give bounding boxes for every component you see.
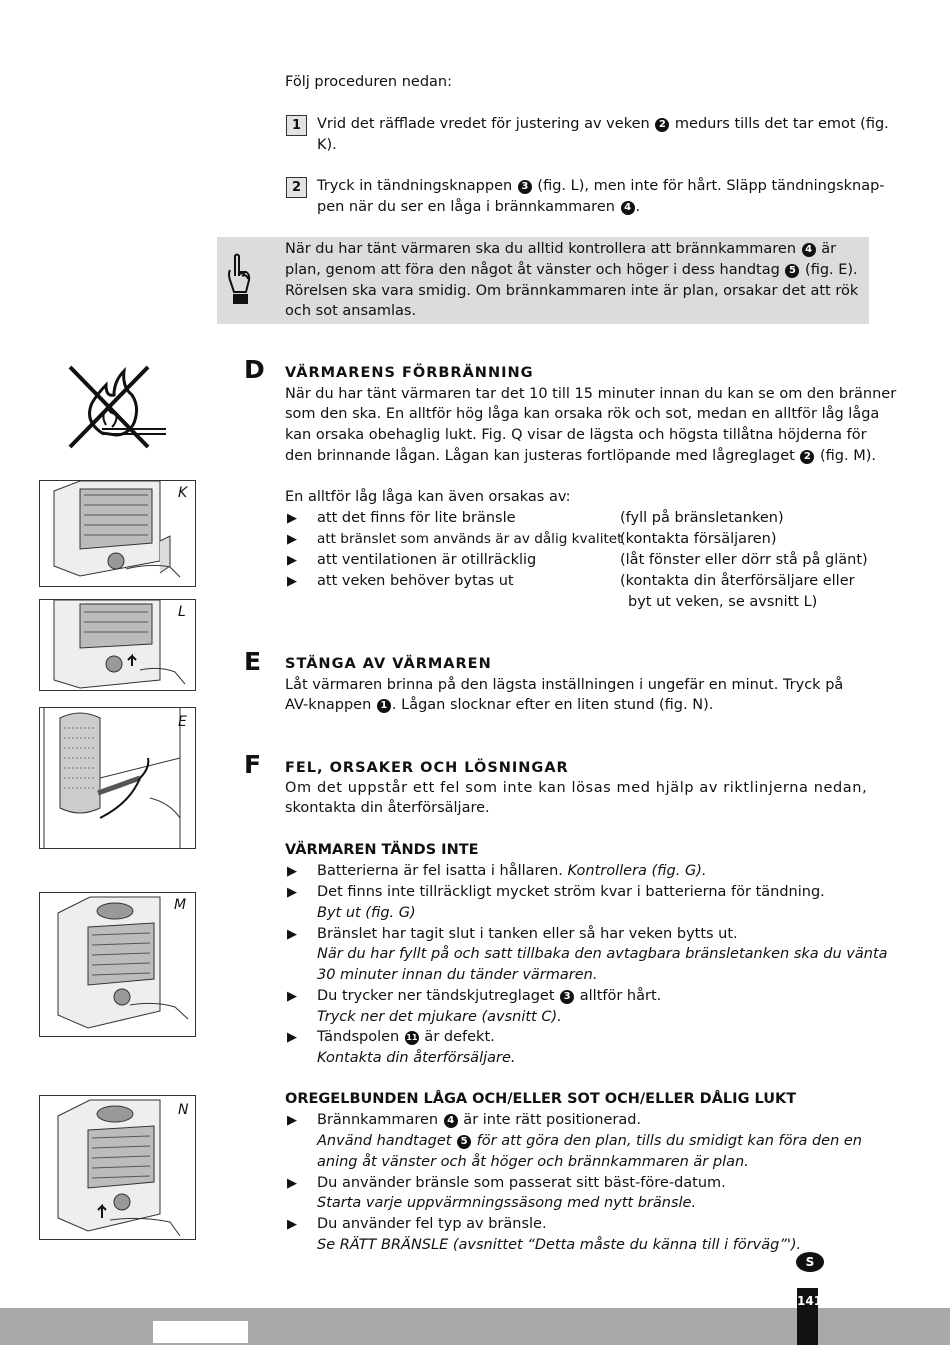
cause-4: att veken behöver bytas ut [317, 573, 514, 589]
remedy-3: (låt fönster eller dörr stå på glänt) [620, 552, 868, 568]
step-2-text: Tryck in tändningsknappen 3 (fig. L), men inte för hårt. Släpp tändningsknap- [317, 178, 885, 194]
section-f-title: FEL, ORSAKER OCH LÖSNINGAR [285, 760, 569, 776]
note-line-2: plan, genom att föra den något åt vänster och höger i dess handtag 5 (fig. E). [285, 262, 858, 278]
ref-badge: 3 [560, 990, 574, 1004]
fault-7-fix: Starta varje uppvärmningssäsong med nytt bränsle. [317, 1195, 697, 1211]
ref-badge: 4 [802, 243, 816, 257]
figure-m-label: M [174, 897, 187, 913]
fault-3-fix-2: 30 minuter innan du tänder värmaren. [317, 967, 598, 983]
fault-2: Det finns inte tillräckligt mycket ström kvar i batterierna för tändning. [317, 884, 825, 900]
page-number-tab [797, 1288, 823, 1345]
fault-4: Du trycker ner tändskjutreglaget 3 alltför hårt. [317, 988, 662, 1004]
step-1-badge: 1 [286, 115, 307, 136]
language-badge: S [796, 1252, 824, 1272]
pointing-hand-icon [224, 252, 254, 310]
figure-n [39, 1095, 196, 1240]
figure-k [39, 480, 196, 587]
fault-1: Batterierna är fel isatta i hållaren. Kontrollera (fig. G). [317, 863, 707, 879]
step-1-text: Vrid det räfflade vredet för justering av veken 2 medurs tills det tar emot (fig. [317, 116, 889, 132]
fault-3-fix-1: När du har fyllt på och satt tillbaka den avtagbara bränsletanken ska du vänta [317, 946, 888, 962]
page-number: 141 [797, 1294, 823, 1308]
no-open-flame-icon [62, 363, 170, 453]
figure-l-label: L [178, 604, 186, 620]
subheading-irregular-flame: OREGELBUNDEN LÅGA OCH/ELLER SOT OCH/ELLER DÅLIG LUKT [285, 1091, 797, 1107]
ref-badge: 4 [621, 201, 635, 215]
bullet-icon: ▶ [287, 1030, 297, 1045]
note-line-4: och sot ansamlas. [285, 303, 417, 319]
cause-1: att det finns för lite bränsle [317, 510, 516, 526]
note-line-3: Rörelsen ska vara smidig. Om brännkammaren inte är plan, orsakar det att rök [285, 283, 859, 299]
section-d-title: VÄRMARENS FÖRBRÄNNING [285, 365, 534, 381]
remedy-2: (kontakta försäljaren) [620, 531, 777, 547]
ref-badge: 1 [377, 699, 391, 713]
section-d-letter: D [244, 355, 265, 384]
footer-box [153, 1321, 248, 1343]
section-d-line-3: kan orsaka obehaglig lukt. Fig. Q visar de lägsta och högsta tillåtna höjderna för [285, 427, 867, 443]
low-flame-intro: En alltför låg låga kan även orsakas av: [285, 489, 571, 505]
fault-6-fix-1: Använd handtaget 5 för att göra den plan, tills du smidigt kan föra den en [317, 1133, 862, 1149]
fault-7: Du använder bränsle som passerat sitt bäst-före-datum. [317, 1175, 726, 1191]
bullet-icon: ▶ [287, 553, 297, 568]
note-line-1: När du har tänt värmaren ska du alltid kontrollera att brännkammaren 4 är [285, 241, 837, 257]
fault-5-fix: Kontakta din återförsäljare. [317, 1050, 516, 1066]
section-d-line-1: När du har tänt värmaren tar det 10 till 15 minuter innan du kan se om den bränner [285, 386, 897, 402]
bullet-icon: ▶ [287, 864, 297, 879]
heater-illustration [40, 708, 195, 848]
section-e-line-1: Låt värmaren brinna på den lägsta inställningen i ungefär en minut. Tryck på [285, 677, 844, 693]
bullet-icon: ▶ [287, 885, 297, 900]
figure-l [39, 599, 196, 691]
section-f-line-1: Om det uppstår ett fel som inte kan lösas med hjälp av riktlinjerna nedan, [285, 780, 868, 796]
bullet-icon: ▶ [287, 532, 297, 547]
heater-illustration [40, 893, 195, 1036]
cause-3: att ventilationen är otillräcklig [317, 552, 537, 568]
section-e-line-2: AV-knappen 1 . Lågan slocknar efter en liten stund (fig. N). [285, 697, 714, 713]
ref-badge: 11 [405, 1031, 419, 1045]
section-d-line-4: den brinnande lågan. Lågan kan justeras fortlöpande med lågreglaget 2 (fig. M). [285, 448, 877, 464]
section-f-letter: F [244, 750, 262, 779]
section-e-title: STÄNGA AV VÄRMAREN [285, 656, 492, 672]
figure-k-label: K [178, 485, 188, 501]
ref-badge: 4 [444, 1114, 458, 1128]
fault-6-fix-2: aning åt vänster och åt höger och brännkammaren är plan. [317, 1154, 749, 1170]
step-2-badge: 2 [286, 177, 307, 198]
figure-n-label: N [178, 1102, 189, 1118]
ref-badge: 5 [785, 264, 799, 278]
bullet-icon: ▶ [287, 927, 297, 942]
bullet-icon: ▶ [287, 1176, 297, 1191]
fault-2-fix: Byt ut (fig. G) [317, 905, 416, 921]
step-1-text-cont: K). [317, 137, 337, 153]
remedy-4-cont: byt ut veken, se avsnitt L) [628, 594, 818, 610]
figure-e [39, 707, 196, 849]
subheading-no-ignition: VÄRMAREN TÄNDS INTE [285, 842, 479, 858]
figure-e-label: E [178, 714, 187, 730]
remedy-1: (fyll på bränsletanken) [620, 510, 784, 526]
heater-illustration [40, 1096, 195, 1239]
fault-3: Bränslet har tagit slut i tanken eller så har veken bytts ut. [317, 926, 738, 942]
remedy-4: (kontakta din återförsäljare eller [620, 573, 855, 589]
ref-badge: 3 [518, 180, 532, 194]
ref-badge: 2 [655, 118, 669, 132]
figure-m [39, 892, 196, 1037]
section-e-letter: E [244, 647, 262, 676]
heater-illustration [40, 600, 195, 690]
bullet-icon: ▶ [287, 1217, 297, 1232]
bullet-icon: ▶ [287, 989, 297, 1004]
bullet-icon: ▶ [287, 511, 297, 526]
ref-badge: 5 [457, 1135, 471, 1149]
step-2-text-cont: pen när du ser en låga i brännkammaren 4 . [317, 199, 641, 215]
bullet-icon: ▶ [287, 574, 297, 589]
fault-5: Tändspolen 11 är defekt. [317, 1029, 495, 1045]
section-d-line-2: som den ska. En alltför hög låga kan orsaka rök och sot, medan en alltför låg låga [285, 406, 880, 422]
fault-6: Brännkammaren 4 är inte rätt positionerad. [317, 1112, 642, 1128]
intro-text: Följ proceduren nedan: [285, 74, 453, 90]
cause-2: att bränslet som används är av dålig kvalitet [317, 531, 623, 547]
heater-illustration [40, 481, 195, 586]
fault-8-fix: Se RÄTT BRÄNSLE (avsnittet “Detta måste du känna till i förväg”'). [317, 1237, 802, 1253]
fault-8: Du använder fel typ av bränsle. [317, 1216, 547, 1232]
bullet-icon: ▶ [287, 1113, 297, 1128]
ref-badge: 2 [800, 450, 814, 464]
section-f-line-2: skontakta din återförsäljare. [285, 800, 490, 816]
fault-4-fix: Tryck ner det mjukare (avsnitt C). [317, 1009, 562, 1025]
